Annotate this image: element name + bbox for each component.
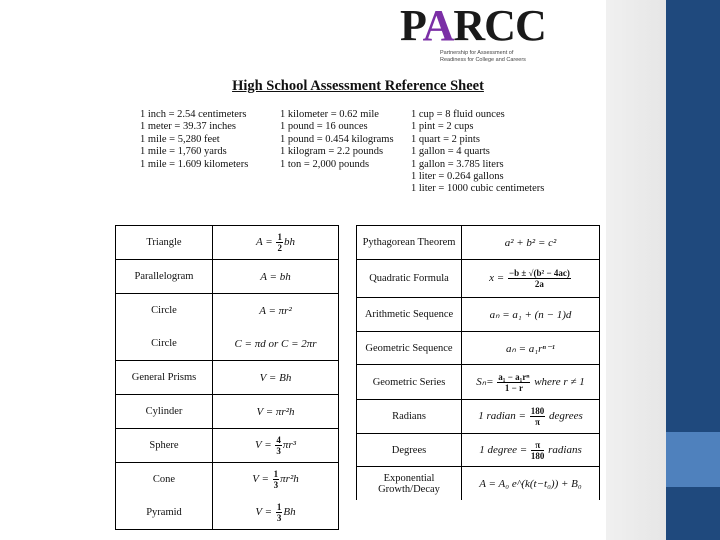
formula-text: 1 radian = xyxy=(478,410,529,423)
fraction xyxy=(276,232,283,253)
conversion-item: 1 gallon = 3.785 liters xyxy=(411,158,504,170)
denominator: 2a xyxy=(534,279,544,289)
formula xyxy=(234,338,316,350)
conversion-item: 1 pound = 16 ounces xyxy=(280,121,368,133)
slide-accent-block xyxy=(666,432,720,487)
formula-text: radians xyxy=(545,443,582,456)
formula-text: bh xyxy=(283,236,295,249)
formula-text: a² + b² = c² xyxy=(504,236,557,249)
denominator: 3 xyxy=(276,446,281,456)
conversion-item: 1 liter = 0.264 gallons xyxy=(411,171,504,183)
table-row xyxy=(116,294,339,361)
formula-text: aₙ = a₁ + (n − 1)d xyxy=(489,309,572,321)
numerator: 1 xyxy=(276,502,282,512)
formula xyxy=(256,232,295,253)
formula xyxy=(259,305,292,317)
formula xyxy=(254,435,297,456)
shape-name: Pyramid xyxy=(146,507,182,518)
formula-name: Geometric Sequence xyxy=(365,342,453,354)
denominator: 2 xyxy=(277,243,282,253)
formula xyxy=(255,502,296,523)
formula-text: V = Bh xyxy=(259,371,292,384)
numerator: −b ± √(b² − 4ac) xyxy=(508,268,570,278)
conversion-item: 1 liter = 1000 cubic centimeters xyxy=(411,183,545,195)
table-row xyxy=(116,463,339,530)
formula-text: V = xyxy=(255,506,275,519)
formula-text: 1 degree = xyxy=(479,443,530,456)
conversion-item: 1 mile = 5,280 feet xyxy=(140,133,220,145)
denominator: π xyxy=(535,417,540,427)
formula-text: x = xyxy=(489,272,507,285)
fraction xyxy=(508,268,571,289)
table-row xyxy=(116,361,339,395)
table-row xyxy=(357,467,600,501)
formula xyxy=(506,343,555,355)
fraction xyxy=(273,469,280,490)
formula-name: Degrees xyxy=(391,444,427,456)
denominator: 1 − r xyxy=(504,382,523,393)
parcc-logo: PARCC Partnership for Assessment of Readiness for College and Careers xyxy=(400,1,546,63)
geometry-formulas-table xyxy=(115,225,339,530)
formula-text: C = πd or C = 2πr xyxy=(234,337,317,350)
formula-text: aₙ = a₁rⁿ⁻¹ xyxy=(506,342,555,355)
sheet-title: High School Assessment Reference Sheet xyxy=(232,78,484,94)
formula-text: V = xyxy=(254,439,275,452)
formula-name: Pythagorean Theorem xyxy=(362,237,456,248)
table-row xyxy=(357,365,600,400)
fraction xyxy=(276,502,283,523)
conversion-item: 1 gallon = 4 quarts xyxy=(411,146,490,158)
formula xyxy=(256,406,294,418)
formula-name: General Prisms xyxy=(131,372,197,383)
shape-name: Circle xyxy=(151,338,177,349)
table-row xyxy=(357,298,600,332)
formula-text: πr²h xyxy=(280,473,299,486)
conversion-item: 1 pint = 2 cups xyxy=(411,121,474,133)
fraction xyxy=(275,435,282,456)
formula xyxy=(252,469,299,490)
table-row xyxy=(116,395,339,429)
table-row xyxy=(116,260,339,294)
fraction xyxy=(497,372,530,393)
denominator: 3 xyxy=(273,480,279,490)
conversion-item: 1 mile = 1.609 kilometers xyxy=(140,158,249,170)
conversions-volume xyxy=(411,109,544,196)
formula-name: Arithmetic Sequence xyxy=(364,309,454,320)
formula-text: degrees xyxy=(546,410,583,423)
formula-name: Cylinder xyxy=(145,406,183,417)
formula-text: πr³ xyxy=(282,439,297,452)
formula-name: Parallelogram xyxy=(134,271,194,282)
fraction xyxy=(531,440,545,461)
table-row xyxy=(116,429,339,463)
conversion-item: 1 mile = 1,760 yards xyxy=(140,146,227,158)
conversion-item: 1 pound = 0.454 kilograms xyxy=(280,133,394,145)
conversions-mass xyxy=(280,109,394,171)
numerator: a₁ − a₁rⁿ xyxy=(498,371,530,382)
numerator: 4 xyxy=(276,435,281,445)
formula-text: V = πr²h xyxy=(256,405,295,418)
numerator: 180 xyxy=(530,406,545,416)
conversion-item: 1 kilometer = 0.62 mile xyxy=(280,109,379,120)
conversion-item: 1 cup = 8 fluid ounces xyxy=(411,109,505,120)
formula xyxy=(479,439,582,461)
algebra-formulas-table xyxy=(356,225,600,500)
formula-text: A = A₀ e^(k(t−t₀)) + B₀ xyxy=(479,477,582,490)
formula-name: Geometric Series xyxy=(372,376,446,388)
formula-text: V = xyxy=(252,473,272,486)
fraction xyxy=(530,406,546,427)
formula xyxy=(260,372,292,384)
conversion-item: 1 kilogram = 2.2 pounds xyxy=(280,146,384,158)
shape-name: Circle xyxy=(151,305,177,316)
formula-text: A = bh xyxy=(260,270,291,283)
table-row xyxy=(357,400,600,434)
formula xyxy=(478,406,583,427)
formula-name: Radians xyxy=(392,411,426,422)
formula-text: Bh xyxy=(283,506,296,519)
formula xyxy=(505,237,557,249)
formula-name: Quadratic Formula xyxy=(369,273,449,284)
slide-margin xyxy=(606,0,666,540)
formula-name: Exponential Growth/Decay xyxy=(378,472,440,495)
table-row xyxy=(116,226,339,260)
numerator: 1 xyxy=(277,232,282,242)
formula-text: Sₙ= xyxy=(476,375,497,388)
formula-text: A = πr² xyxy=(259,304,292,317)
conversion-item: 1 inch = 2.54 centimeters xyxy=(140,109,247,120)
formula-text: A = xyxy=(256,236,276,249)
formula xyxy=(260,271,290,283)
table-row xyxy=(357,260,600,298)
formula xyxy=(479,478,581,490)
table-row xyxy=(357,434,600,467)
table-row xyxy=(357,332,600,365)
conversion-item: 1 quart = 2 pints xyxy=(411,133,480,145)
conversion-item: 1 ton = 2,000 pounds xyxy=(280,158,370,170)
numerator: π xyxy=(531,440,545,451)
conversion-item: 1 meter = 39.37 inches xyxy=(140,121,237,133)
conversions-length xyxy=(140,109,248,171)
formula-text: where r ≠ 1 xyxy=(531,375,585,388)
numerator: 1 xyxy=(273,469,279,479)
table-row xyxy=(357,226,600,260)
formula xyxy=(490,309,572,321)
formula xyxy=(489,268,572,289)
shape-name: Cone xyxy=(152,474,176,485)
denominator: 3 xyxy=(276,513,282,523)
denominator: 180 xyxy=(530,450,545,461)
formula xyxy=(476,371,585,393)
formula-name: Sphere xyxy=(149,440,179,451)
formula-name: Triangle xyxy=(146,237,182,248)
